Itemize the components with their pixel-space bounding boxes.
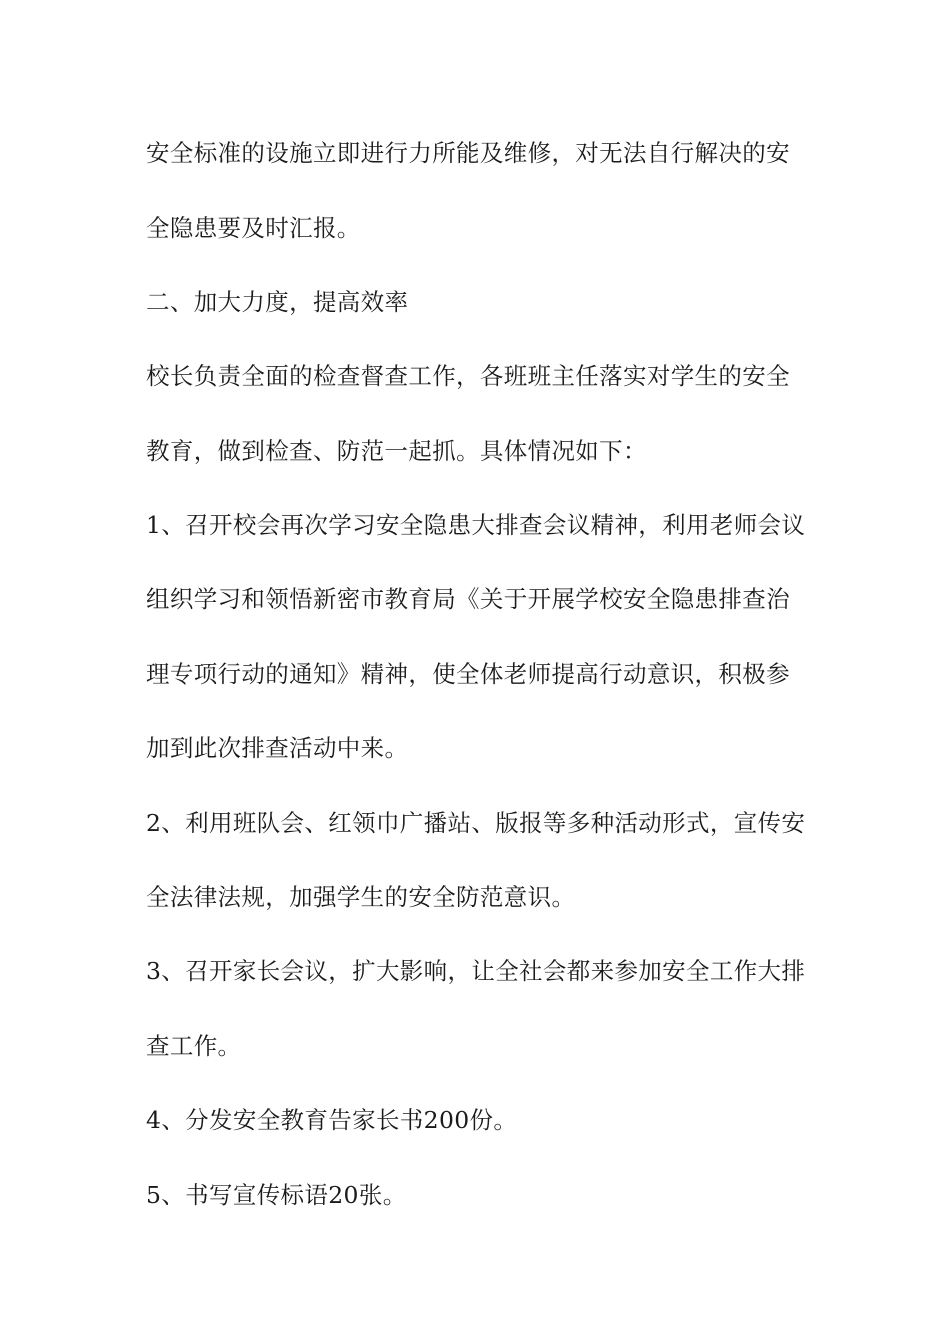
text-line: 加到此次排查活动中来。 [146,734,409,762]
text-line: 2、利用班队会、红领巾广播站、版报等多种活动形式，宣传安 [146,809,806,837]
text-line: 理专项行动的通知》精神，使全体老师提高行动意识，积极参 [146,660,790,688]
text-line: 查工作。 [146,1032,242,1060]
text-line: 全法律法规，加强学生的安全防范意识。 [146,883,576,911]
text-line: 5、书写宣传标语20张。 [146,1181,407,1209]
text-line: 3、召开家长会议，扩大影响，让全社会都来参加安全工作大排 [146,957,806,985]
text-line: 安全标准的设施立即进行力所能及维修，对无法自行解决的安 [146,139,790,167]
text-line: 1、召开校会再次学习安全隐患大排查会议精神，利用老师会议 [146,511,806,539]
text-line: 4、分发安全教育告家长书200份。 [146,1106,518,1134]
section-heading: 二、加大力度，提高效率 [146,288,409,316]
text-line: 教育，做到检查、防范一起抓。具体情况如下： [146,437,647,465]
text-line: 校长负责全面的检查督查工作，各班班主任落实对学生的安全 [146,362,790,390]
text-line: 组织学习和领悟新密市教育局《关于开展学校安全隐患排查治 [146,585,790,613]
text-line: 全隐患要及时汇报。 [146,214,361,242]
